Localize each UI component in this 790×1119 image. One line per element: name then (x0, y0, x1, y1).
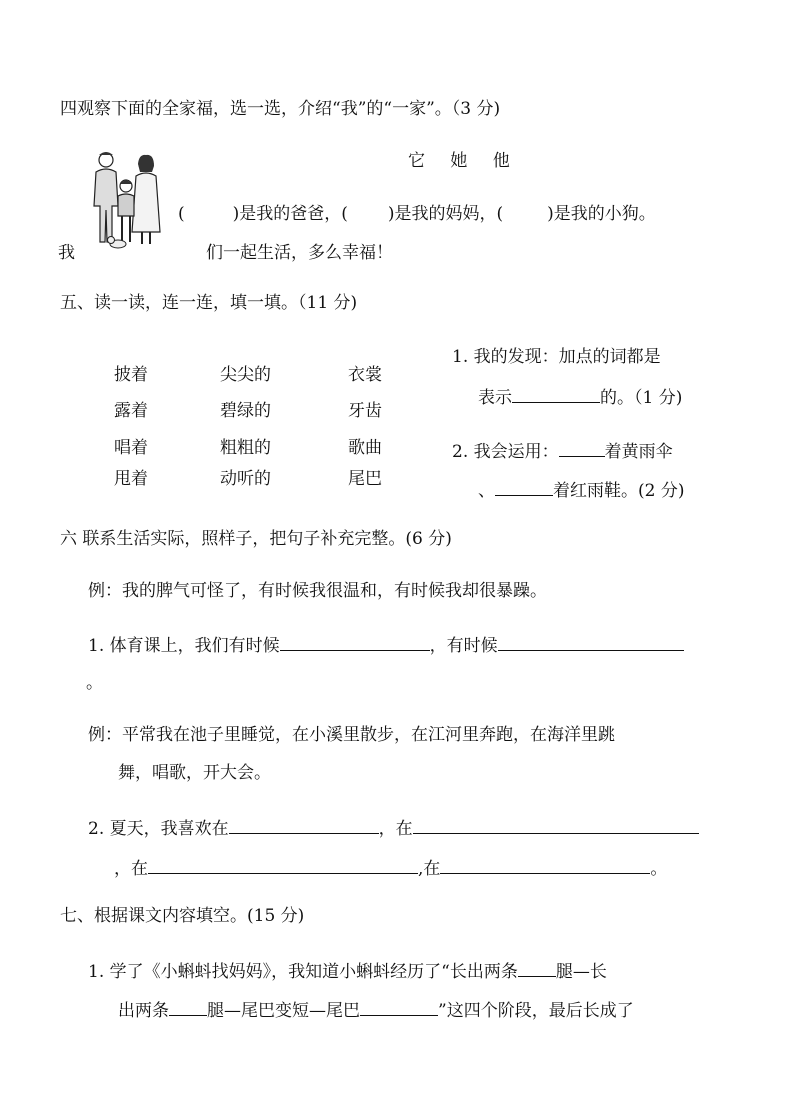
q7-item1-blank-3[interactable] (360, 997, 438, 1016)
q5-col1-item-2: 露着 (114, 401, 148, 421)
q5-col2-item-3: 粗粗的 (220, 438, 271, 458)
q6-item2-blank-1[interactable] (229, 815, 379, 834)
q6-item1-blank-1[interactable] (280, 632, 430, 651)
q5-col1-item-4: 甩着 (114, 469, 148, 489)
q5-col2-item-4: 动听的 (220, 469, 271, 489)
q5-item2-prefix: 2. 我会运用： (452, 442, 559, 462)
q6-item2-prefix: 2. 夏天，我喜欢在 (88, 819, 229, 839)
q7-item1-line2-mid: 腿—尾巴变短—尾巴 (207, 1001, 360, 1021)
q5-col2-item-2: 碧绿的 (220, 401, 271, 421)
q6-item1-mid: ，有时候 (429, 636, 498, 656)
q7-item1-line2 (118, 997, 634, 1022)
q5-item2-blank-2[interactable] (495, 477, 553, 496)
q4-seg-mom: )是我的妈妈，( (387, 204, 504, 224)
q6-item2-line2 (114, 855, 667, 880)
q6-item1-end: 。 (86, 673, 103, 693)
q5-col3-item-3: 歌曲 (348, 438, 382, 458)
q5-item2-umbrella: 着黄雨伞 (604, 442, 673, 462)
q5-col2-item-1: 尖尖的 (220, 365, 271, 385)
q6-item2-l2-end: 。 (650, 859, 668, 879)
q4-sentence-line (178, 203, 656, 225)
q5-item1-suffix: 的。（1 分) (600, 388, 683, 408)
q7-item1-line1 (88, 958, 607, 983)
q7-item1-blank-2[interactable] (169, 997, 207, 1016)
q5-item2-comma: 、 (478, 481, 495, 501)
q6-item2-l2-mid: ,在 (418, 859, 441, 879)
q5-col3-item-4: 尾巴 (348, 469, 382, 489)
q5-item1-prefix: 表示 (478, 388, 512, 408)
q5-heading: 五、读一读，连一连，填一填。（11 分) (60, 293, 358, 313)
q5-item2-blank-1[interactable] (559, 438, 605, 457)
q7-item1-line1-text: 1. 学了《小蝌蚪找妈妈》，我知道小蝌蚪经历了“长出两条 (88, 962, 518, 982)
q5-col3-item-1: 衣裳 (348, 365, 382, 385)
q6-example-2-line1: 例：平常我在池子里睡觉，在小溪里散步，在江河里奔跑，在海洋里跳 (88, 725, 615, 745)
q5-col1-item-1: 披着 (114, 365, 148, 385)
q7-item1-line2-start: 出两条 (118, 1001, 169, 1021)
q4-line2-right: 们一起生活，多么幸福！ (206, 243, 393, 263)
q5-item2-shoes: 着红雨鞋。(2 分) (553, 481, 685, 501)
q5-col1-item-3: 唱着 (114, 438, 148, 458)
q7-item1-line2-end: ”这四个阶段，最后长成了 (438, 1001, 634, 1021)
q4-options: 它 她 他 (408, 151, 520, 171)
q5-item2-line1 (452, 438, 673, 463)
q4-seg-dad: )是我的爸爸，( (232, 204, 348, 224)
q7-item1-blank-1[interactable] (518, 958, 556, 977)
q5-item1-line2 (478, 384, 682, 409)
q7-heading: 七、根据课文内容填空。(15 分) (60, 906, 305, 926)
q5-item1-line1: 1. 我的发现：加点的词都是 (452, 347, 661, 367)
q6-example-2-line2: 舞，唱歌，开大会。 (118, 763, 271, 783)
q4-line2-left: 我 (58, 243, 75, 263)
q6-example-1: 例：我的脾气可怪了，有时候我很温和，有时候我却很暴躁。 (88, 581, 547, 601)
q6-item1-prefix: 1. 体育课上，我们有时候 (88, 636, 280, 656)
q5-col3-item-2: 牙齿 (348, 401, 382, 421)
q7-item1-line1-end: 腿—长 (555, 962, 607, 982)
q6-item2-line1 (88, 815, 699, 840)
open-paren-1: ( (178, 204, 185, 224)
q6-item1-blank-2[interactable] (498, 632, 684, 651)
q6-heading: 六 联系生活实际，照样子，把句子补充完整。(6 分) (60, 529, 452, 549)
q5-item2-line2 (478, 477, 684, 502)
q4-seg-dog: )是我的小狗。 (547, 204, 656, 224)
q6-item1-line (88, 632, 684, 657)
q4-heading: 四观察下面的全家福，选一选，介绍“我”的“一家”。（3 分) (60, 99, 501, 119)
q6-item2-l2-prefix: ，在 (114, 859, 148, 879)
q6-item2-mid: ，在 (378, 819, 413, 839)
q6-item2-blank-3[interactable] (148, 855, 418, 874)
q5-item1-blank[interactable] (512, 384, 600, 403)
q6-item2-blank-2[interactable] (413, 815, 699, 834)
family-photo-illustration (88, 146, 166, 250)
q6-item2-blank-4[interactable] (440, 855, 650, 874)
